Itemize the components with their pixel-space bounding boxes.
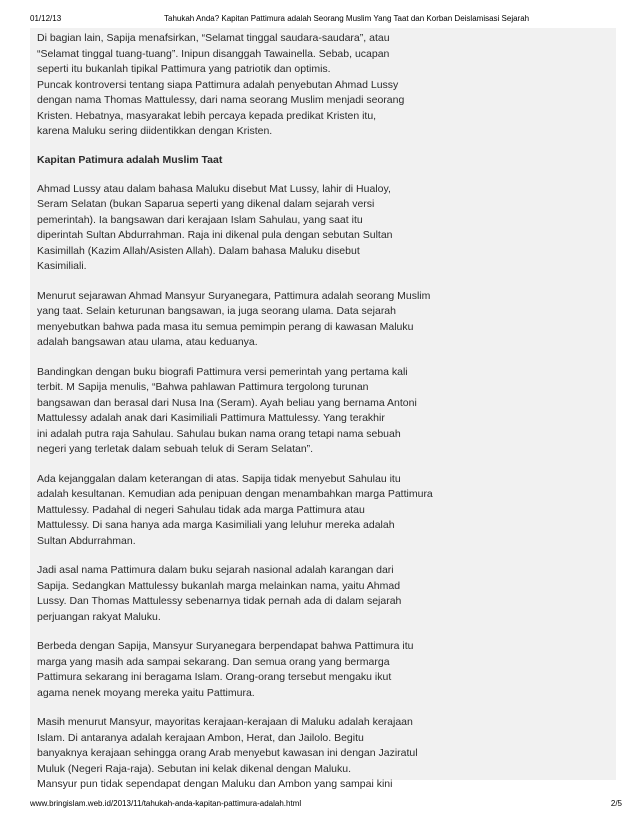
paragraph-line: negeri yang terletak dalam sebuah teluk di Seram Selatan”. [37,443,314,455]
paragraph-line: Menurut sejarawan Ahmad Mansyur Suryanegara, Pattimura adalah seorang Muslim [37,289,431,302]
paragraph-line: “Selamat tinggal tuang-tuang”. Inipun disanggah Tawainella. Sebab, ucapan [37,47,390,60]
paragraph-line: Ada kejanggalan dalam keterangan di atas. Sapija tidak menyebut Sahulau itu [37,472,401,485]
page-url: www.bringislam.web.id/2013/11/tahukah-anda-kapitan-pattimura-adalah.html [30,799,302,808]
paragraph-line: Ahmad Lussy atau dalam bahasa Maluku disebut Mat Lussy, lahir di Hualoy, [37,182,391,195]
article-paragraphs [37,182,467,793]
paragraph-line: Masih menurut Mansyur, mayoritas kerajaan-kerajaan di Maluku adalah kerajaan [37,716,413,728]
paragraph-line: marga yang masih ada sampai sekarang. Dan semua orang yang bermarga [37,655,390,668]
paragraph-line: dengan nama Thomas Mattulessy, dari nama seorang Muslim menjadi seorang [37,94,405,106]
paragraph-line: Mattulessy. Padahal di negeri Sahulau tidak ada marga Pattimura atau [37,503,365,516]
paragraph-line: perjuangan rakyat Maluku. [37,610,161,623]
paragraph-line: Seram Selatan (bukan Saparua seperti yang dikenal dalam sejarah versi [37,198,375,210]
article-paragraph [37,365,467,458]
paragraph-line: Kristen. Hebatnya, masyarakat lebih percaya kepada predikat Kristen itu, [37,109,377,122]
print-date: 01/12/13 [30,14,62,23]
paragraph-line: yang taat. Selain keturunan bangsawan, ia juga seorang ulama. Data sejarah [37,305,396,317]
article-paragraphs-before [37,31,467,140]
paragraph-line: adalah bangsawan atau ulama, atau keduanya. [37,336,258,348]
section-heading: Kapitan Patimura adalah Muslim Taat [37,153,223,166]
article-paragraph [37,182,467,275]
paragraph-line: agama nenek moyang mereka yaitu Pattimura. [37,686,255,699]
paragraph-line: Jadi asal nama Pattimura dalam buku sejarah nasional adalah karangan dari [37,564,394,576]
paragraph-line: banyaknya kerajaan sehingga orang Arab menyebut kawasan ini dengan Jaziratul [37,747,418,759]
paragraph-line: Sapija. Sedangkan Mattulessy bukanlah marga melainkan nama, yaitu Ahmad [37,579,401,592]
paragraph-line: Muluk (Negeri Raja-raja). Sebutan ini kelak dikenal dengan Maluku. [37,762,352,775]
article-paragraph [37,31,467,140]
article-paragraph [37,289,467,351]
print-page-title: Tahukah Anda? Kapitan Pattimura adalah Seorang Muslim Yang Taat dan Korban Deislamisasi Sejarah [164,14,530,23]
article-paragraph [37,715,467,793]
paragraph-line: Kasimiliali. [37,260,87,272]
paragraph-line: Mattulessy. Di sana hanya ada marga Kasimiliali yang leluhur mereka adalah [37,519,395,531]
article-content [30,28,616,790]
paragraph-line: Bandingkan dengan buku biografi Pattimura versi pemerintah yang pertama kali [37,365,408,378]
paragraph-line: Di bagian lain, Sapija menafsirkan, “Selamat tinggal saudara-saudara”, atau [37,32,390,44]
paragraph-line: Mattulessy adalah anak dari Kasimiliali Pattimura Mattulessy. Yang terakhir [37,412,385,424]
paragraph-line: Pattimura sekarang ini beragama Islam. Orang-orang tersebut mengaku ikut [37,671,392,683]
article-paragraph [37,472,467,550]
paragraph-line: Kasimillah (Kazim Allah/Asisten Allah). Dalam bahasa Maluku disebut [37,244,360,257]
article-body [37,31,467,807]
article-paragraph [37,639,467,701]
paragraph-line: menyebutkan bahwa pada masa itu semua pemimpin perang di kawasan Maluku [37,320,414,333]
paragraph-line: diperintah Sultan Abdurrahman. Raja ini dikenal pula dengan sebutan Sultan [37,229,393,241]
paragraph-line: Sultan Abdurrahman. [37,534,136,547]
paragraph-line: seperti itu bukanlah tipikal Pattimura yang patriotik dan optimis. [37,63,331,75]
paragraph-line: Berbeda dengan Sapija, Mansyur Suryanegara berpendapat bahwa Pattimura itu [37,640,414,652]
paragraph-line: Puncak kontroversi tentang siapa Pattimura adalah penyebutan Ahmad Lussy [37,78,399,91]
paragraph-line: karena Maluku sering diidentikkan dengan Kristen. [37,125,273,137]
paragraph-line: pemerintah). Ia bangsawan dari kerajaan Islam Sahulau, yang saat itu [37,213,363,226]
paragraph-line: Islam. Di antaranya adalah kerajaan Ambon, Herat, dan Jailolo. Begitu [37,731,364,744]
paragraph-line: Mansyur pun tidak sependapat dengan Maluku dan Ambon yang sampai kini [37,778,393,790]
paragraph-line: terbit. M Sapija menulis, “Bahwa pahlawan Pattimura tergolong turunan [37,381,369,393]
paragraph-line: ini adalah putra raja Sahulau. Sahulau bukan nama orang tetapi nama sebuah [37,427,401,440]
paragraph-line: Lussy. Dan Thomas Mattulessy sebenarnya tidak pernah ada di dalam sejarah [37,595,402,607]
page-number: 2/5 [610,799,622,808]
print-header [30,14,622,26]
paragraph-line: bangsawan dan berasal dari Nusa Ina (Seram). Ayah beliau yang bernama Antoni [37,396,417,409]
paragraph-line: adalah kesultanan. Kemudian ada penipuan dengan menambahkan marga Pattimura [37,488,433,500]
article-paragraph [37,563,467,625]
